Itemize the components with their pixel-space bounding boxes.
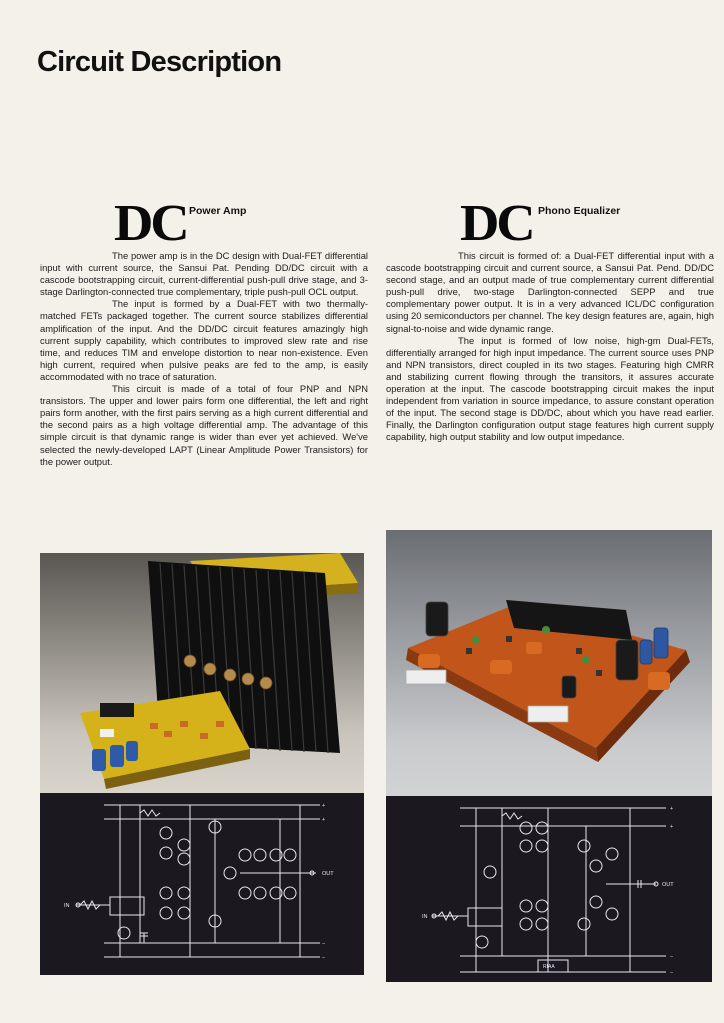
- phono-equalizer-text: [386, 250, 714, 444]
- phono-equalizer-subtitle: Phono Equalizer: [538, 205, 621, 217]
- schematic-input-label: IN: [422, 914, 428, 920]
- schematic-input-label: IN: [64, 903, 70, 909]
- schematic-rail-label: +: [670, 806, 674, 812]
- dc-logo: DC: [460, 195, 533, 252]
- schematic-rail-label: −: [322, 955, 326, 961]
- schematic-rail-label: −: [322, 941, 326, 947]
- page-title: Circuit Description: [37, 46, 282, 78]
- schematic-rail-label: −: [670, 954, 674, 960]
- schematic-output-label: OUT: [322, 871, 334, 877]
- power-amp-subtitle: Power Amp: [189, 205, 247, 217]
- paragraph: The input is formed of low noise, high-gm Dual-FETs, differentially arranged for high input impedance. The current source uses PNP and NPN transistors, direct coupled in its two stages. Featuring high CMRR and stabilizing current flowing through the transitors, it assures accurate operation at the input. The cascode bootstrapping circuit makes the input independent from variation in source impedance, to assure constant operation of the input. The second stage is DD/DC, about which you have read earlier. Finally, the Darlington configuration output stage features high current supply capability, high output stability and low output impedance.: [386, 334, 714, 443]
- phono-equalizer-schematic: [386, 796, 712, 982]
- power-amp-section: [40, 195, 368, 468]
- schematic-output-label: OUT: [662, 882, 674, 888]
- dc-logo: DC: [114, 195, 187, 252]
- phono-equalizer-photo: [386, 530, 712, 796]
- power-amp-text: [40, 250, 368, 468]
- paragraph: This circuit is formed of: a Dual-FET differential input with a cascode bootstrapping circuit and current source, a Sansui Pat. Pend. DD/DC second stage, and an output made of true complementary current differential push-pull drive, two-stage Darlington-connected SEPP and true complementary power output. It is in a very advanced ICL/DC configuration using 20 semiconductors per channel. The key design features are, again, high signal-to-noise and wide dynamic range.: [386, 250, 714, 334]
- paragraph: The power amp is in the DC design with Dual-FET differential input with current source, the Sansui Pat. Pending DD/DC circuit with a cascode bootstrapping circuit, current-differential push-pull drive stage, and 3-stage Darlington-connected true complementary, triple push-pull OCL output.: [40, 250, 368, 298]
- schematic-rail-label: +: [322, 803, 326, 809]
- power-amp-photo: [40, 553, 364, 793]
- phono-equalizer-section: [386, 195, 714, 444]
- schematic-rail-label: +: [670, 824, 674, 830]
- paragraph: This circuit is made of a total of four PNP and NPN transistors. The upper and lower pairs form one differential, the left and right pairs form another, with the first pairs serving as a high current differential and the second pairs as a high voltage differential amp. The advantage of this simple circuit is that dynamic range is wider than ever yet achieved. We've selected the newly-developed LAPT (Linear Amplitude Power Transistors) for the power output.: [40, 383, 368, 467]
- power-amp-schematic: [40, 793, 364, 975]
- phono-equalizer-heading: [386, 195, 714, 252]
- schematic-riaa-label: RIAA: [543, 964, 555, 970]
- power-amp-heading: [40, 195, 368, 252]
- schematic-rail-label: −: [670, 970, 674, 976]
- paragraph: The input is formed by a Dual-FET with two thermally-matched FETs packaged together. The current source stabilizes differential amplification of the input. And the DD/DC circuit features amazingly high current supply capability, which contributes to improved slew rate and rise time, and reduces TIM and envelope distortion to near non-existence. Even high current, required when pulsive peaks are fed to the amp, is easily accommodated with no trace of saturation.: [40, 298, 368, 382]
- schematic-rail-label: +: [322, 817, 326, 823]
